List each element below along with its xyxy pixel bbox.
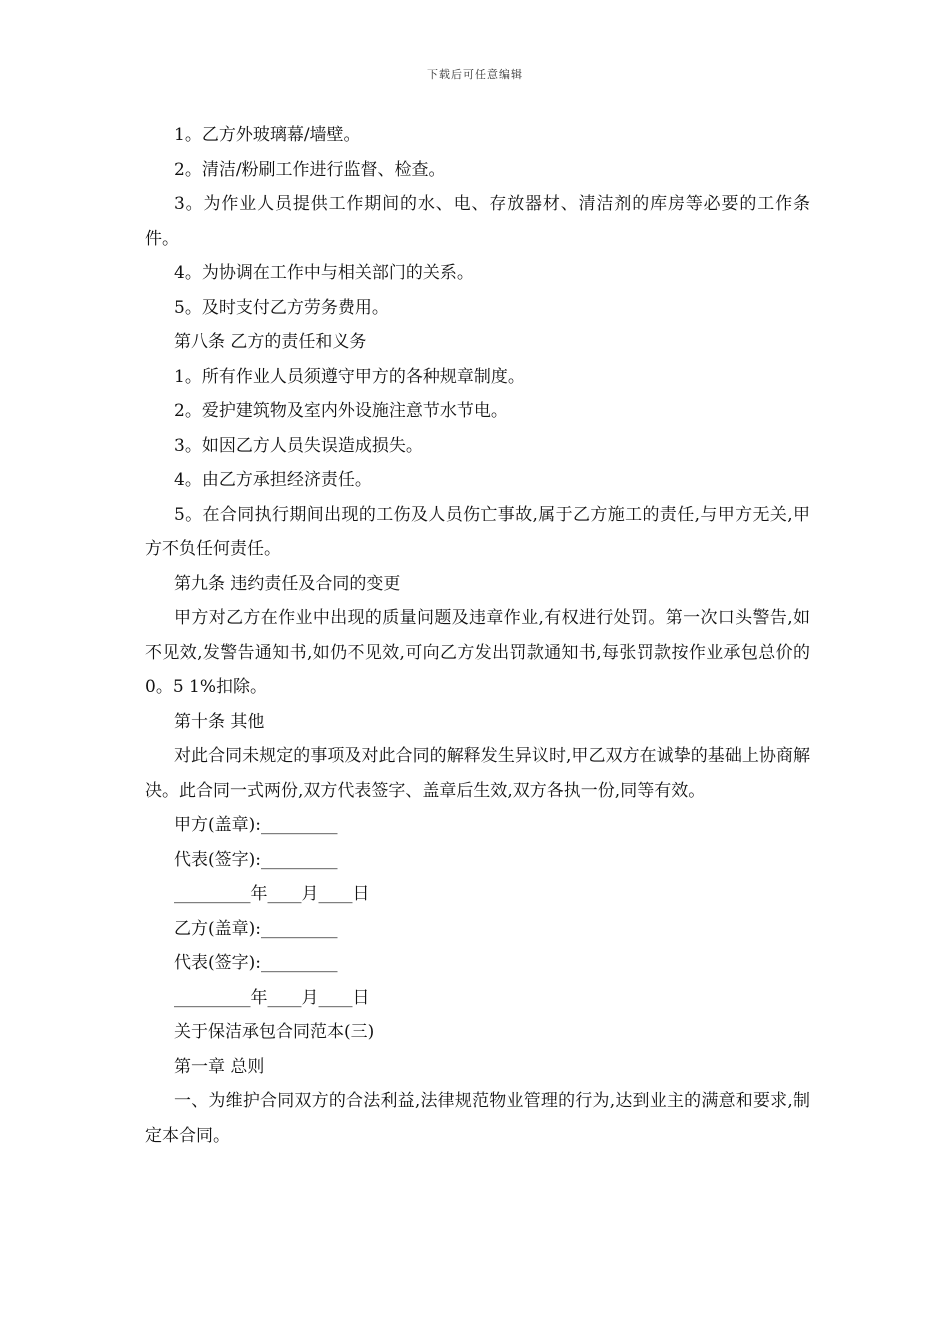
party-a-date-line: _________年____月____日 [174, 884, 370, 904]
clause-line: 1。乙方外玻璃幕/墙壁。 [174, 125, 361, 145]
clause-line: 5。及时支付乙方劳务费用。 [174, 297, 389, 318]
clause-line: 2。清洁/粉刷工作进行监督、检查。 [174, 159, 446, 180]
party-b-seal-line: 乙方(盖章):_________ [174, 918, 338, 939]
sample-3-title: 关于保洁承包合同范本(三) [174, 1022, 375, 1042]
clause-line: 3。如因乙方人员失误造成损失。 [174, 435, 423, 456]
chapter-1-paragraph: 一、为维护合同双方的合法利益,法律规范物业管理的行为,达到业主的满意和要求,制定本合同。 [145, 1091, 810, 1146]
chapter-1-heading: 第一章 总则 [174, 1056, 265, 1077]
party-b-date-line: _________年____月____日 [174, 987, 370, 1008]
party-b-representative-line: 代表(签字):_________ [174, 953, 338, 973]
clause-line: 2。爱护建筑物及室内外设施注意节水节电。 [174, 401, 508, 421]
party-a-representative-line: 代表(签字):_________ [174, 849, 338, 870]
article-8-heading: 第八条 乙方的责任和义务 [174, 332, 367, 352]
clause-paragraph: 3。为作业人员提供工作期间的水、电、存放器材、清洁剂的库房等必要的工作条件。 [145, 194, 810, 249]
article-9-paragraph: 甲方对乙方在作业中出现的质量问题及违章作业,有权进行处罚。第一次口头警告,如不见效,发警告通知书,如仍不见效,可向乙方发出罚款通知书,每张罚款按作业承包总价的0。5 1%扣除。 [145, 608, 810, 697]
clause-paragraph: 5。在合同执行期间出现的工伤及人员伤亡事故,属于乙方施工的责任,与甲方无关,甲方不负任何责任。 [145, 504, 810, 559]
clause-line: 1。所有作业人员须遵守甲方的各种规章制度。 [174, 366, 525, 387]
document-body [145, 118, 810, 1153]
article-9-heading: 第九条 违约责任及合同的变更 [174, 573, 401, 594]
clause-line: 4。为协调在工作中与相关部门的关系。 [174, 263, 474, 283]
party-a-seal-line: 甲方(盖章):_________ [174, 815, 338, 835]
article-10-heading: 第十条 其他 [174, 711, 265, 732]
article-10-paragraph: 对此合同未规定的事项及对此合同的解释发生异议时,甲乙双方在诚挚的基础上协商解决。此合同一式两份,双方代表签字、盖章后生效,双方各执一份,同等有效。 [145, 746, 810, 801]
page-header: 下载后可任意编辑 [427, 68, 523, 81]
clause-line: 4。由乙方承担经济责任。 [174, 470, 372, 490]
